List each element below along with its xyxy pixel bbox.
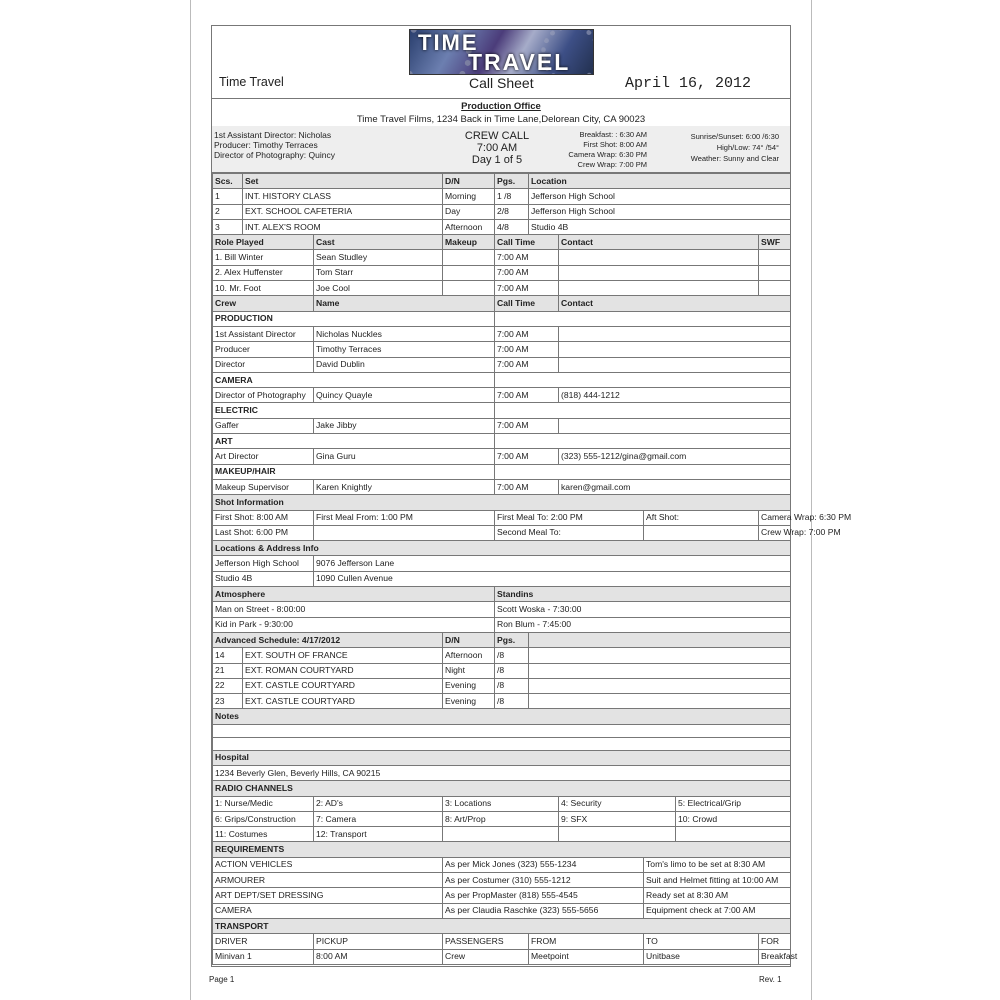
high-low: High/Low: 74° /54° [716,143,779,152]
requirement-dept: ACTION VEHICLES [213,857,443,872]
scene-set: EXT. SOUTH OF FRANCE [243,648,443,663]
scene-number: 2 [213,204,243,219]
cast-row [213,281,791,296]
requirement-dept: ART DEPT/SET DRESSING [213,888,443,903]
advanced-header-row [213,632,791,647]
radio-channel: 11: Costumes [213,827,314,842]
page-number: Page 1 [209,975,235,984]
requirement-contact: As per Costumer (310) 555-1212 [443,873,644,888]
header-cell: Location [529,174,791,189]
crew-header-row [213,296,791,311]
radio-header-row [213,781,791,796]
advanced-row [213,648,791,663]
notes-blank [213,724,791,737]
crew-name: Jake Jibby [314,418,495,433]
location-address: 9076 Jefferson Lane [314,556,791,571]
notes-blank [213,737,791,750]
header-cell: Role Played [213,235,314,250]
radio-channel: 1: Nurse/Medic [213,796,314,811]
atmosphere-header-row [213,587,791,602]
scene-set: INT. ALEX'S ROOM [243,219,443,234]
shot-info-header-row [213,495,791,510]
crew-contact [559,342,791,357]
blank-cell [529,648,791,663]
crew-row [213,342,791,357]
breakfast-time: Breakfast: : 6:30 AM [579,130,647,139]
header-cell: SWF [759,235,791,250]
crew-call-time: 7:00 AM [495,479,559,494]
header-cell: Crew [213,296,314,311]
crew-wrap: Crew Wrap: 7:00 PM [759,525,791,540]
contact [559,250,759,265]
radio-channel: 6: Grips/Construction [213,811,314,826]
role-played: 10. Mr. Foot [213,281,314,296]
producer-line: Producer: Timothy Terraces [214,140,318,150]
production-office-address: Time Travel Films, 1234 Back in Time Lane,Delorean City, CA 90023 [356,114,646,125]
crew-section-row [213,464,791,479]
requirement-note: Suit and Helmet fitting at 10:00 AM [644,873,791,888]
header-cell: Advanced Schedule: 4/17/2012 [213,632,443,647]
header-cell: Call Time [495,235,559,250]
swf [759,281,791,296]
requirement-note: Equipment check at 7:00 AM [644,903,791,918]
location-name: Jefferson High School [213,556,314,571]
revision: Rev. 1 [759,975,782,984]
requirement-contact: As per Claudia Raschke (323) 555-5656 [443,903,644,918]
requirement-row [213,903,791,918]
cast-name: Sean Studley [314,250,443,265]
key-crew [214,130,335,160]
crew-role: 1st Assistant Director [213,326,314,341]
scene-number: 1 [213,189,243,204]
crew-section-blank [495,464,791,479]
camera-wrap-time: Camera Wrap: 6:30 PM [568,150,647,159]
header-cell: Call Time [495,296,559,311]
swf [759,250,791,265]
advanced-row [213,663,791,678]
requirement-row [213,857,791,872]
header-cell: Contact [559,296,791,311]
call-time: 7:00 AM [495,281,559,296]
call-sheet-page [190,0,852,1000]
crew-call-time: 7:00 AM [495,449,559,464]
header-cell: Set [243,174,443,189]
cast-name: Joe Cool [314,281,443,296]
header-cell: Contact [559,235,759,250]
cast-row [213,265,791,280]
header-cell: D/N [443,174,495,189]
scene-pages: 4/8 [495,219,529,234]
crew-name: Quincy Quayle [314,388,495,403]
scene-set: EXT. CASTLE COURTYARD [243,678,443,693]
scene-number: 14 [213,648,243,663]
crew-call-time: 7:00 AM [495,418,559,433]
crew-section-row [213,311,791,326]
crew-section-blank [495,434,791,449]
location-address: 1090 Cullen Avenue [314,571,791,586]
call-time: 7:00 AM [495,250,559,265]
atmosphere-entry: Kid in Park - 9:30:00 [213,617,495,632]
scene-number: 23 [213,694,243,709]
blank-cell [314,525,495,540]
header-cell: Pgs. [495,632,529,647]
crew-contact: (323) 555-1212/gina@gmail.com [559,449,791,464]
hospital-address: 1234 Beverly Glen, Beverly Hills, CA 90215 [213,765,791,780]
advanced-row [213,678,791,693]
crew-section-blank [495,403,791,418]
header-cell: Pgs. [495,174,529,189]
shot-info-row [213,525,791,540]
section-heading: Hospital [213,750,791,765]
role-played: 2. Alex Huffenster [213,265,314,280]
scene-number: 3 [213,219,243,234]
location-row [213,556,791,571]
scene-pages: /8 [495,663,529,678]
crew-name: Nicholas Nuckles [314,326,495,341]
scene-dn: Night [443,663,495,678]
header-cell: Name [314,296,495,311]
atmosphere-entry: Man on Street - 8:00:00 [213,602,495,617]
transport-to: Unitbase [644,949,759,964]
crew-row [213,326,791,341]
crew-section-row [213,403,791,418]
location-name: Studio 4B [213,571,314,586]
header-cell: Cast [314,235,443,250]
call-sheet-document [211,25,852,967]
makeup-time [443,250,495,265]
scene-pages: /8 [495,694,529,709]
crew-name: Gina Guru [314,449,495,464]
crew-department: ART [213,434,495,449]
scene-set: EXT. CASTLE COURTYARD [243,694,443,709]
notes-row [213,737,791,750]
hospital-row [213,765,791,780]
crew-section-row [213,372,791,387]
radio-channel [676,827,791,842]
last-shot: Last Shot: 6:00 PM [213,525,314,540]
advanced-row [213,694,791,709]
radio-channel: 4: Security [559,796,676,811]
radio-channel: 8: Art/Prop [443,811,559,826]
crew-section-blank [495,372,791,387]
crew-contact [559,357,791,372]
standin-entry: Scott Woska - 7:30:00 [495,602,791,617]
crew-call-time: 7:00 AM [495,342,559,357]
crew-role: Art Director [213,449,314,464]
call-sheet-grid [212,173,852,965]
section-heading: Locations & Address Info [213,541,791,556]
transport-driver: Minivan 1 [213,949,314,964]
section-heading: Notes [213,709,791,724]
crew-role: Director of Photography [213,388,314,403]
scene-row [213,219,791,234]
section-heading: Shot Information [213,495,791,510]
requirement-dept: CAMERA [213,903,443,918]
production-title: Time Travel [219,75,284,89]
crew-role: Director [213,357,314,372]
radio-channel: 3: Locations [443,796,559,811]
assistant-director-line: 1st Assistant Director: Nicholas [214,130,332,140]
crew-role: Gaffer [213,418,314,433]
blank-cell [529,694,791,709]
scene-dn: Morning [443,189,495,204]
transport-row [213,949,791,964]
section-heading: Atmosphere [213,587,495,602]
blank-cell [644,525,759,540]
cast-row [213,250,791,265]
requirement-contact: As per PropMaster (818) 555-4545 [443,888,644,903]
crew-department: CAMERA [213,372,495,387]
radio-channel: 9: SFX [559,811,676,826]
transport-column: TO [644,934,759,949]
section-heading: RADIO CHANNELS [213,781,791,796]
radio-channel: 5: Electrical/Grip [676,796,791,811]
aft-shot: Aft Shot: [644,510,759,525]
cast-name: Tom Starr [314,265,443,280]
second-meal-to: Second Meal To: [495,525,644,540]
requirements-header-row [213,842,791,857]
production-office [212,98,790,128]
scene-set: INT. HISTORY CLASS [243,189,443,204]
crew-department: MAKEUP/HAIR [213,464,495,479]
scene-dn: Afternoon [443,648,495,663]
crew-contact: karen@gmail.com [559,479,791,494]
crew-role: Makeup Supervisor [213,479,314,494]
scene-dn: Evening [443,678,495,693]
notes-header-row [213,709,791,724]
crew-contact [559,418,791,433]
first-shot: First Shot: 8:00 AM [213,510,314,525]
crew-call-time: 7:00 AM [495,388,559,403]
radio-row [213,811,791,826]
notes-row [213,724,791,737]
requirement-row [213,888,791,903]
header-blank [529,632,791,647]
scene-dn: Evening [443,694,495,709]
transport-from: Meetpoint [529,949,644,964]
section-heading: Standins [495,587,791,602]
scene-location: Jefferson High School [529,204,791,219]
scene-pages: /8 [495,648,529,663]
first-meal-from: First Meal From: 1:00 PM [314,510,495,525]
transport-header-row [213,918,791,933]
dp-line: Director of Photography: Quincy [214,150,335,160]
cast-header-row [213,235,791,250]
radio-channel: 12: Transport [314,827,443,842]
camera-wrap: Camera Wrap: 6:30 PM [759,510,791,525]
crew-call-time: 7:00 AM [495,326,559,341]
crew-department: ELECTRIC [213,403,495,418]
requirement-row [213,873,791,888]
crew-contact: (818) 444-1212 [559,388,791,403]
requirement-note: Ready set at 8:30 AM [644,888,791,903]
shoot-date: April 16, 2012 [625,75,752,92]
header-cell: Scs. [213,174,243,189]
crew-section-row [213,434,791,449]
sunrise-sunset: Sunrise/Sunset: 6:00 /6:30 [690,132,779,141]
time-travel-logo [409,29,594,75]
crew-department: PRODUCTION [213,311,495,326]
radio-row [213,796,791,811]
requirement-contact: As per Mick Jones (323) 555-1234 [443,857,644,872]
atmosphere-row [213,617,791,632]
blank-cell [529,663,791,678]
call-time: 7:00 AM [495,265,559,280]
makeup-time [443,281,495,296]
scene-number: 22 [213,678,243,693]
scene-row [213,204,791,219]
hospital-header-row [213,750,791,765]
scene-pages: 2/8 [495,204,529,219]
crew-role: Producer [213,342,314,357]
crew-name: Karen Knightly [314,479,495,494]
shot-info-row [213,510,791,525]
section-heading: TRANSPORT [213,918,791,933]
scene-location: Jefferson High School [529,189,791,204]
radio-row [213,827,791,842]
radio-channel [443,827,559,842]
scene-pages: /8 [495,678,529,693]
role-played: 1. Bill Winter [213,250,314,265]
atmosphere-row [213,602,791,617]
crew-row [213,479,791,494]
scene-set: EXT. ROMAN COURTYARD [243,663,443,678]
requirement-dept: ARMOURER [213,873,443,888]
contact [559,265,759,280]
scene-location: Studio 4B [529,219,791,234]
crew-row [213,418,791,433]
crew-row [213,449,791,464]
crew-contact [559,326,791,341]
crew-call-block [212,126,790,173]
transport-for: Breakfast [759,949,791,964]
document-title: Call Sheet [469,75,534,91]
scene-pages: 1 /8 [495,189,529,204]
transport-column: PICKUP [314,934,443,949]
requirement-note: Tom's limo to be set at 8:30 AM [644,857,791,872]
crew-wrap-time: Crew Wrap: 7:00 PM [577,160,647,169]
radio-channel: 7: Camera [314,811,443,826]
section-heading: REQUIREMENTS [213,842,791,857]
crew-call-time: 7:00 AM [495,357,559,372]
first-meal-to: First Meal To: 2:00 PM [495,510,644,525]
locations-header-row [213,541,791,556]
crew-call-time: 7:00 AM [476,142,518,154]
transport-column: PASSENGERS [443,934,529,949]
makeup-time [443,265,495,280]
header-cell: D/N [443,632,495,647]
logo-word-2: TRAVEL [468,49,571,75]
header-cell: Makeup [443,235,495,250]
crew-section-blank [495,311,791,326]
logo-word-1: TIME [418,30,479,55]
transport-columns-row [213,934,791,949]
scene-row [213,189,791,204]
crew-row [213,388,791,403]
weather: Weather: Sunny and Clear [690,154,779,163]
swf [759,265,791,280]
scenes-header-row [213,174,791,189]
title-bar [212,26,790,98]
standin-entry: Ron Blum - 7:45:00 [495,617,791,632]
radio-channel [559,827,676,842]
weather-info [652,131,779,164]
location-row [213,571,791,586]
scene-dn: Day [443,204,495,219]
crew-row [213,357,791,372]
scene-dn: Afternoon [443,219,495,234]
crew-name: Timothy Terraces [314,342,495,357]
radio-channel: 10: Crowd [676,811,791,826]
contact [559,281,759,296]
first-shot-time: First Shot: 8:00 AM [583,140,647,149]
blank-cell [529,678,791,693]
transport-pickup: 8:00 AM [314,949,443,964]
shoot-day: Day 1 of 5 [471,154,523,166]
call-times [532,130,647,170]
scene-set: EXT. SCHOOL CAFETERIA [243,204,443,219]
transport-column: FOR [759,934,791,949]
radio-channel: 2: AD's [314,796,443,811]
scene-number: 21 [213,663,243,678]
production-office-heading: Production Office [461,101,541,112]
transport-column: FROM [529,934,644,949]
crew-name: David Dublin [314,357,495,372]
transport-passengers: Crew [443,949,529,964]
crew-call-label: CREW CALL [464,130,530,142]
transport-column: DRIVER [213,934,314,949]
